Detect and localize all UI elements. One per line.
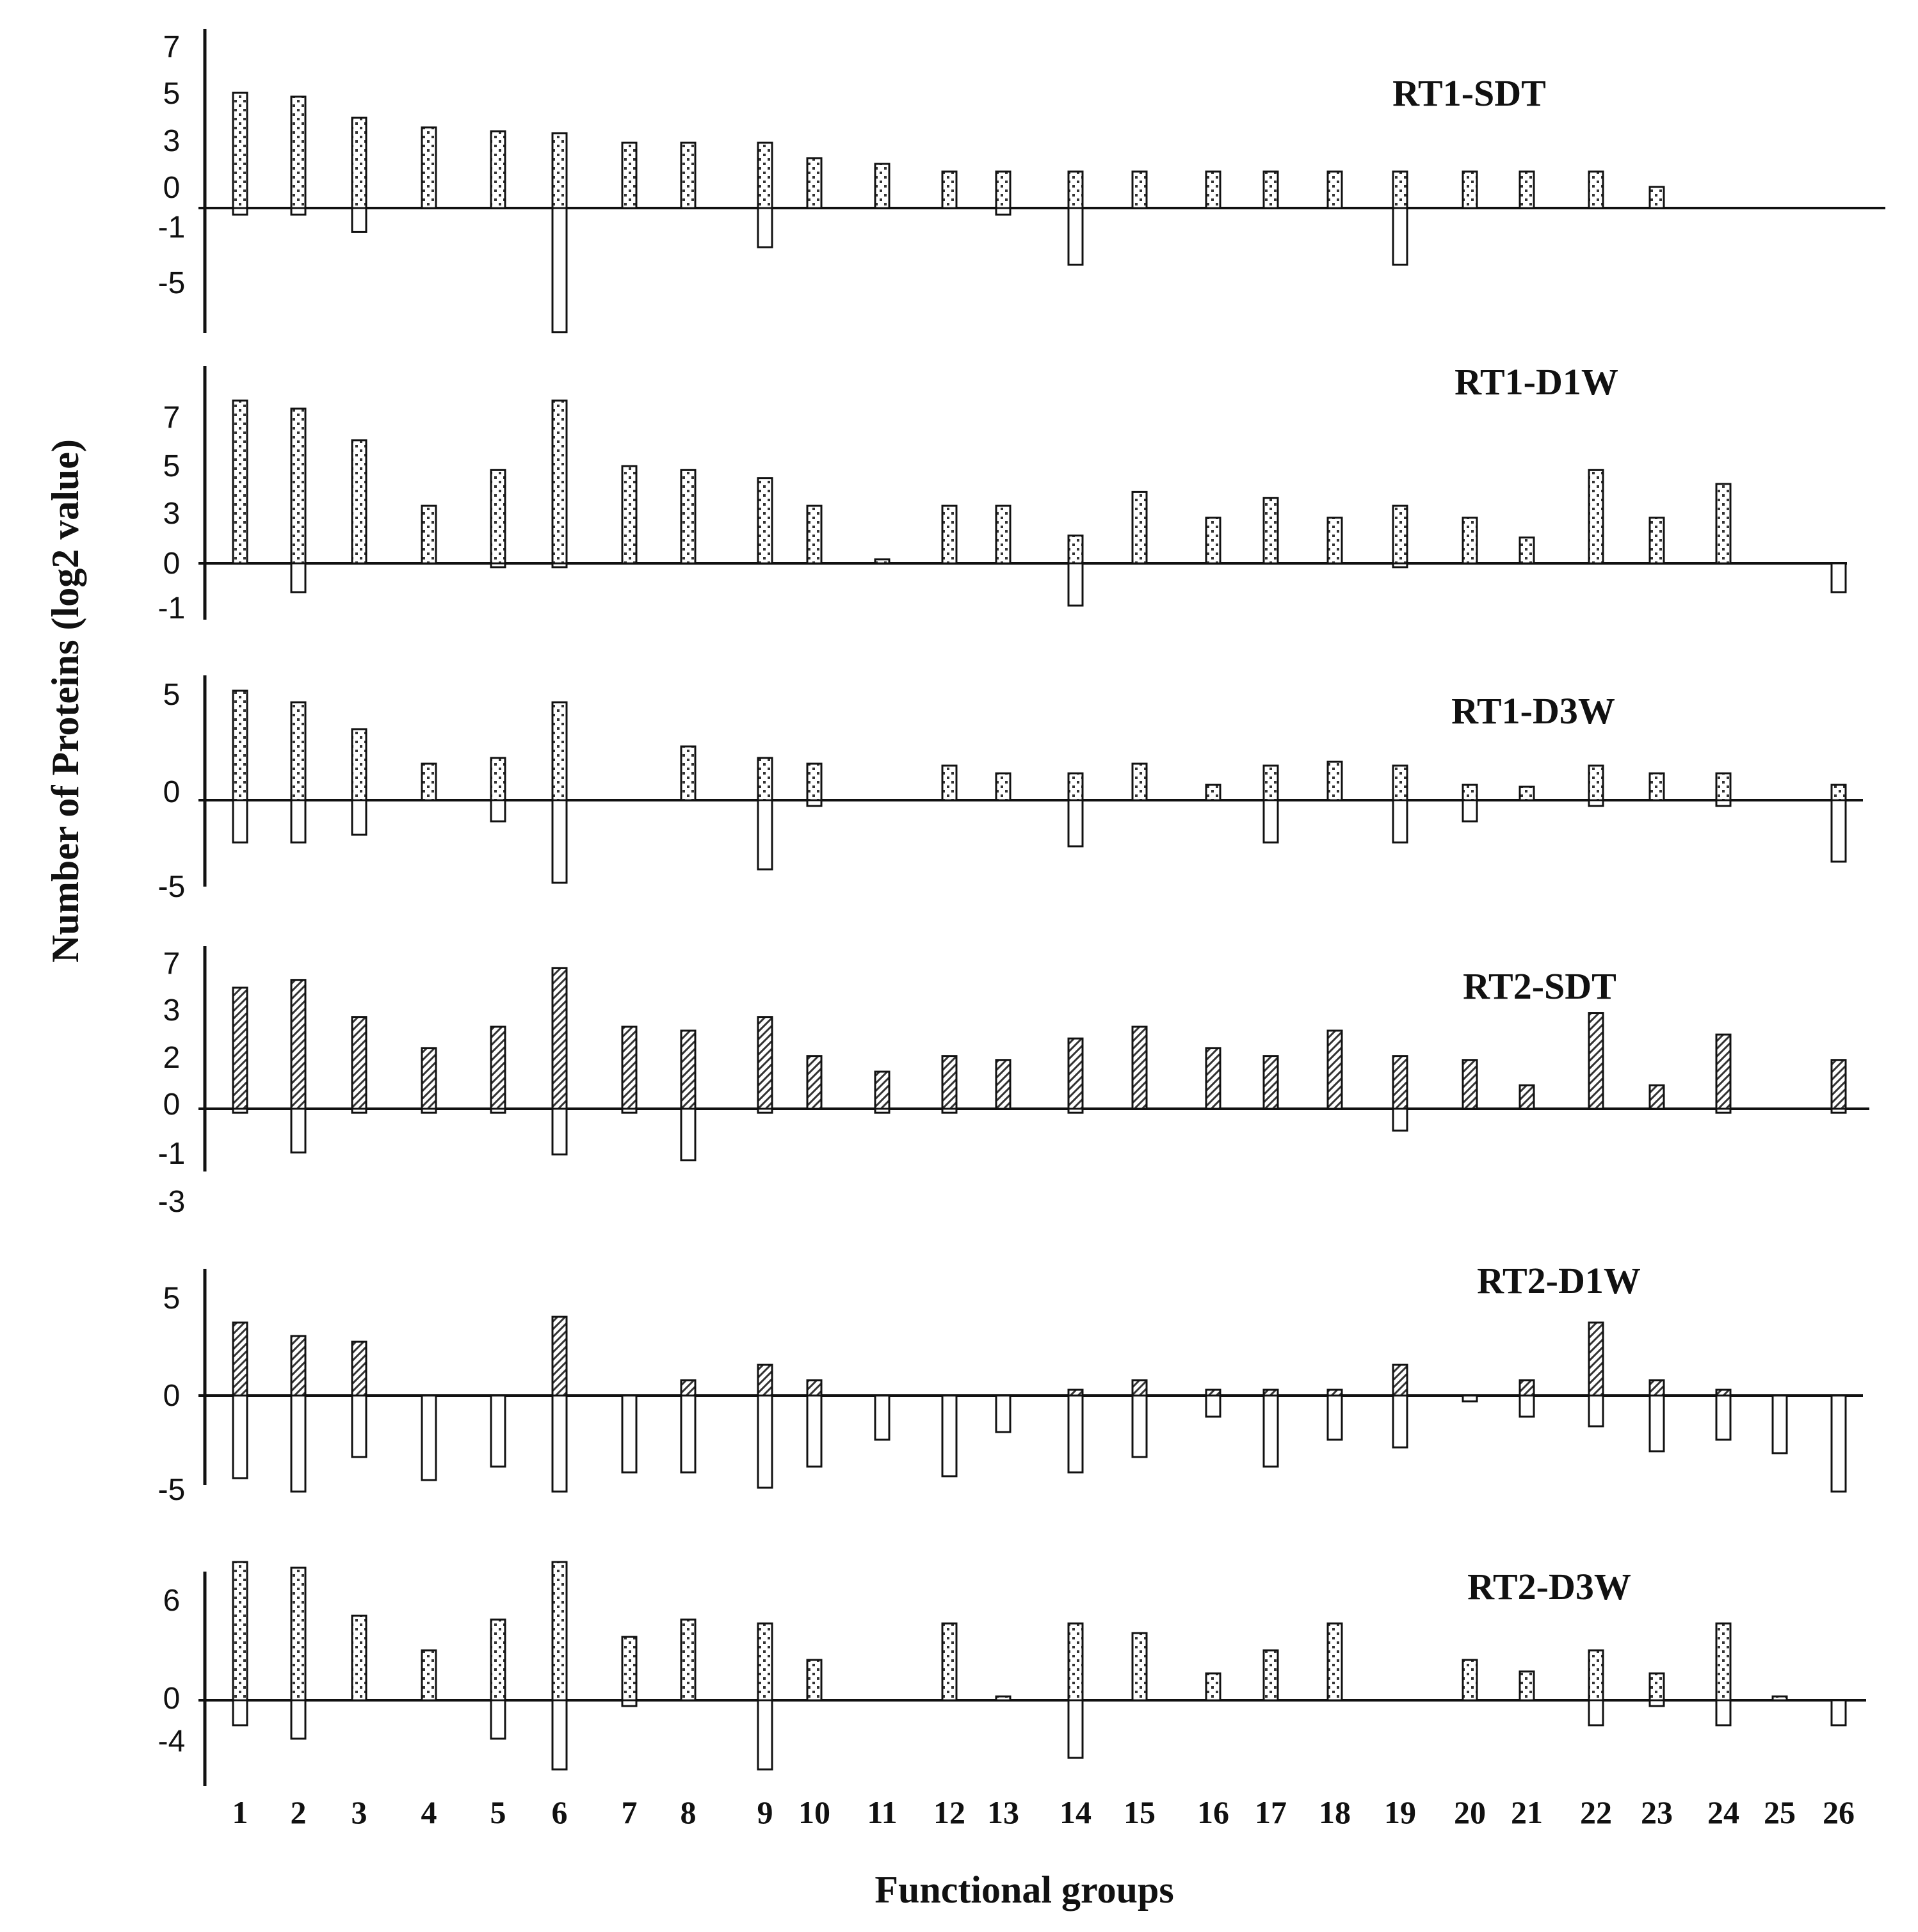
bar-up-rt1-sdt-group-3 — [352, 118, 366, 208]
bar-up-rt2-sdt-group-15 — [1132, 1027, 1147, 1109]
bar-down-rt1-d3w-group-5 — [491, 800, 505, 821]
bar-up-rt1-sdt-group-1 — [233, 93, 247, 208]
bar-up-rt2-d3w-group-3 — [352, 1616, 366, 1700]
panel-rt1-sdt — [158, 29, 1885, 333]
bar-up-rt1-sdt-group-18 — [1328, 172, 1342, 208]
x-tick-label: 6 — [551, 1794, 568, 1830]
bar-down-rt2-d1w-group-3 — [352, 1396, 366, 1457]
y-tick-label: -5 — [157, 870, 186, 904]
bar-up-rt2-sdt-group-8 — [681, 1031, 695, 1109]
bar-down-rt1-d3w-group-20 — [1463, 800, 1477, 821]
bar-down-rt2-d1w-group-11 — [875, 1396, 889, 1440]
bar-down-rt2-d1w-group-24 — [1716, 1396, 1730, 1440]
bar-up-rt1-d1w-group-14 — [1068, 536, 1083, 563]
bar-up-rt1-d3w-group-8 — [681, 746, 695, 800]
x-tick-label: 19 — [1384, 1794, 1416, 1830]
bar-down-rt2-d1w-group-17 — [1264, 1396, 1278, 1467]
bar-down-rt2-d1w-group-16 — [1206, 1396, 1220, 1417]
bar-up-rt2-d3w-group-16 — [1206, 1673, 1220, 1700]
bar-up-rt1-d1w-group-8 — [681, 470, 695, 563]
y-tick-label: 7 — [163, 401, 181, 435]
bar-up-rt2-d3w-group-7 — [622, 1637, 636, 1700]
bar-down-rt2-sdt-group-12 — [942, 1109, 956, 1113]
bar-up-rt2-d1w-group-23 — [1650, 1380, 1664, 1396]
x-tick-label: 25 — [1764, 1794, 1796, 1830]
bar-down-rt1-sdt-group-14 — [1068, 208, 1083, 264]
panel-rt2-d1w — [158, 1260, 1863, 1507]
panel-rt2-d3w — [158, 1562, 1866, 1786]
y-tick-label: 0 — [163, 775, 181, 809]
bar-down-rt2-d1w-group-6 — [552, 1396, 567, 1492]
bar-up-rt1-sdt-group-23 — [1650, 187, 1664, 208]
bar-down-rt2-sdt-group-8 — [681, 1109, 695, 1161]
bar-up-rt2-d3w-group-15 — [1132, 1633, 1147, 1700]
bar-up-rt1-sdt-group-20 — [1463, 172, 1477, 208]
bar-down-rt2-d1w-group-26 — [1832, 1396, 1846, 1492]
x-tick-label: 18 — [1319, 1794, 1351, 1830]
bar-down-rt2-d1w-group-5 — [491, 1396, 505, 1467]
bar-up-rt1-d1w-group-18 — [1328, 518, 1342, 563]
bar-up-rt1-d1w-group-3 — [352, 440, 366, 563]
bar-up-rt2-d1w-group-8 — [681, 1380, 695, 1396]
bar-up-rt2-d1w-group-2 — [291, 1336, 305, 1396]
x-tick-label: 14 — [1060, 1794, 1092, 1830]
bar-down-rt2-d3w-group-5 — [491, 1700, 505, 1739]
bar-up-rt1-d1w-group-21 — [1520, 538, 1534, 563]
bar-down-rt1-sdt-group-6 — [552, 208, 567, 332]
bar-up-rt1-sdt-group-9 — [758, 143, 772, 208]
bar-up-rt2-sdt-group-17 — [1264, 1056, 1278, 1109]
bar-down-rt2-d1w-group-19 — [1393, 1396, 1407, 1447]
y-tick-label: 5 — [163, 678, 181, 712]
bar-up-rt2-sdt-group-24 — [1716, 1034, 1730, 1109]
y-tick-label: -5 — [157, 1473, 186, 1507]
bar-down-rt1-d1w-group-26 — [1832, 563, 1846, 592]
x-axis-title: Functional groups — [874, 1869, 1174, 1911]
bar-down-rt1-d3w-group-17 — [1264, 800, 1278, 842]
y-tick-label: 3 — [163, 994, 181, 1027]
bar-down-rt2-d1w-group-1 — [233, 1396, 247, 1478]
bar-up-rt1-sdt-group-6 — [552, 133, 567, 208]
bar-up-rt2-sdt-group-13 — [996, 1060, 1010, 1109]
bar-down-rt1-sdt-group-9 — [758, 208, 772, 247]
bar-up-rt1-sdt-group-2 — [291, 97, 305, 208]
y-tick-label: 0 — [163, 1682, 181, 1716]
panels-group — [158, 29, 1885, 1786]
bar-down-rt2-sdt-group-4 — [422, 1109, 436, 1113]
bar-up-rt2-sdt-group-23 — [1650, 1085, 1664, 1109]
bar-up-rt1-d3w-group-10 — [807, 764, 821, 800]
bar-up-rt1-d1w-group-9 — [758, 478, 772, 563]
x-tick-label: 24 — [1707, 1794, 1739, 1830]
bar-up-rt1-sdt-group-7 — [622, 143, 636, 208]
bar-up-rt2-sdt-group-16 — [1206, 1048, 1220, 1109]
bar-down-rt2-sdt-group-1 — [233, 1109, 247, 1113]
y-tick-label: -1 — [157, 1137, 186, 1171]
x-tick-label: 23 — [1641, 1794, 1673, 1830]
x-tick-label: 8 — [680, 1794, 697, 1830]
bar-down-rt2-d1w-group-21 — [1520, 1396, 1534, 1417]
bar-down-rt1-d3w-group-10 — [807, 800, 821, 806]
bar-up-rt1-d1w-group-20 — [1463, 518, 1477, 563]
bar-down-rt2-d3w-group-24 — [1716, 1700, 1730, 1725]
bar-up-rt1-d1w-group-24 — [1716, 484, 1730, 563]
x-tick-label: 17 — [1255, 1794, 1287, 1830]
y-tick-label: 5 — [163, 449, 181, 483]
panel-title: RT1-D1W — [1455, 361, 1618, 403]
bar-up-rt2-d3w-group-14 — [1068, 1623, 1083, 1700]
x-tick-label: 26 — [1823, 1794, 1855, 1830]
bar-up-rt1-d1w-group-12 — [942, 506, 956, 563]
bar-down-rt1-d3w-group-19 — [1393, 800, 1407, 842]
bar-up-rt2-sdt-group-9 — [758, 1017, 772, 1109]
bar-up-rt1-d3w-group-1 — [233, 691, 247, 800]
bar-down-rt2-sdt-group-2 — [291, 1109, 305, 1152]
x-tick-labels — [232, 1794, 1855, 1830]
bar-up-rt2-d3w-group-5 — [491, 1620, 505, 1700]
panel-title: RT2-SDT — [1463, 965, 1616, 1007]
bar-down-rt2-d1w-group-14 — [1068, 1396, 1083, 1472]
panel-rt1-d1w — [158, 361, 1847, 625]
bar-down-rt2-d3w-group-2 — [291, 1700, 305, 1739]
bar-down-rt2-sdt-group-11 — [875, 1109, 889, 1113]
y-tick-label: 0 — [163, 1379, 181, 1413]
bar-up-rt2-d3w-group-13 — [996, 1696, 1010, 1700]
bar-down-rt1-d1w-group-19 — [1393, 563, 1407, 567]
bar-down-rt1-d3w-group-14 — [1068, 800, 1083, 846]
bar-down-rt1-sdt-group-3 — [352, 208, 366, 232]
bar-down-rt2-d1w-group-4 — [422, 1396, 436, 1480]
bar-up-rt1-d3w-group-16 — [1206, 785, 1220, 800]
bar-up-rt2-d1w-group-15 — [1132, 1380, 1147, 1396]
bar-up-rt2-sdt-group-22 — [1589, 1013, 1603, 1109]
bar-up-rt2-d1w-group-1 — [233, 1323, 247, 1396]
panel-title: RT1-D3W — [1451, 690, 1615, 732]
bar-up-rt1-d3w-group-14 — [1068, 773, 1083, 800]
y-tick-label: 7 — [163, 947, 181, 981]
y-tick-label: 3 — [163, 124, 181, 158]
bar-up-rt1-d1w-group-16 — [1206, 518, 1220, 563]
bar-up-rt2-d1w-group-9 — [758, 1365, 772, 1396]
bar-down-rt2-d1w-group-8 — [681, 1396, 695, 1472]
bar-down-rt1-d3w-group-24 — [1716, 800, 1730, 806]
bar-up-rt1-d3w-group-9 — [758, 758, 772, 800]
bar-up-rt1-d3w-group-18 — [1328, 762, 1342, 800]
bar-up-rt1-sdt-group-11 — [875, 164, 889, 208]
bar-up-rt1-sdt-group-22 — [1589, 172, 1603, 208]
bar-up-rt2-sdt-group-14 — [1068, 1038, 1083, 1109]
bar-down-rt2-d1w-group-10 — [807, 1396, 821, 1467]
bar-up-rt1-sdt-group-16 — [1206, 172, 1220, 208]
bar-up-rt1-d3w-group-19 — [1393, 766, 1407, 800]
y-tick-label: 0 — [163, 171, 181, 205]
bar-up-rt1-sdt-group-15 — [1132, 172, 1147, 208]
bar-up-rt1-d3w-group-3 — [352, 729, 366, 800]
x-tick-label: 12 — [933, 1794, 965, 1830]
bar-down-rt1-d1w-group-5 — [491, 563, 505, 567]
bar-up-rt1-sdt-group-12 — [942, 172, 956, 208]
bar-up-rt2-d1w-group-6 — [552, 1317, 567, 1396]
bar-up-rt1-d1w-group-17 — [1264, 498, 1278, 563]
bar-up-rt1-d1w-group-1 — [233, 401, 247, 563]
panel-title: RT2-D3W — [1467, 1566, 1631, 1607]
bar-up-rt1-d1w-group-4 — [422, 506, 436, 563]
bar-up-rt2-sdt-group-12 — [942, 1056, 956, 1109]
bar-up-rt1-d1w-group-15 — [1132, 492, 1147, 563]
bar-up-rt1-d1w-group-11 — [875, 559, 889, 563]
y-tick-label: 7 — [163, 30, 181, 64]
y-tick-label: 0 — [163, 1088, 181, 1122]
bar-down-rt2-sdt-group-14 — [1068, 1109, 1083, 1113]
bar-down-rt2-d3w-group-22 — [1589, 1700, 1603, 1725]
bar-down-rt2-sdt-group-7 — [622, 1109, 636, 1113]
y-tick-label: -5 — [157, 266, 186, 300]
bar-up-rt1-d3w-group-20 — [1463, 785, 1477, 800]
x-tick-label: 15 — [1124, 1794, 1156, 1830]
bar-up-rt1-d3w-group-12 — [942, 766, 956, 800]
bar-down-rt2-d1w-group-7 — [622, 1396, 636, 1472]
panel-title: RT2-D1W — [1477, 1260, 1641, 1301]
bar-up-rt1-sdt-group-10 — [807, 158, 821, 208]
bar-up-rt2-d3w-group-1 — [233, 1562, 247, 1700]
bar-down-rt1-d3w-group-6 — [552, 800, 567, 883]
y-tick-label: 6 — [163, 1584, 181, 1618]
y-tick-label: 2 — [163, 1041, 181, 1075]
bar-up-rt2-d1w-group-3 — [352, 1342, 366, 1396]
bar-down-rt2-sdt-group-9 — [758, 1109, 772, 1113]
bar-down-rt2-sdt-group-24 — [1716, 1109, 1730, 1113]
y-tick-label: -1 — [157, 592, 186, 625]
bar-up-rt2-d3w-group-22 — [1589, 1650, 1603, 1700]
bar-up-rt1-sdt-group-13 — [996, 172, 1010, 208]
bar-up-rt1-d3w-group-23 — [1650, 773, 1664, 800]
bar-up-rt1-d3w-group-24 — [1716, 773, 1730, 800]
bar-down-rt2-d3w-group-14 — [1068, 1700, 1083, 1758]
bar-up-rt1-d3w-group-17 — [1264, 766, 1278, 800]
bar-up-rt1-d3w-group-6 — [552, 702, 567, 800]
bar-up-rt1-d3w-group-15 — [1132, 764, 1147, 800]
bar-up-rt2-sdt-group-3 — [352, 1017, 366, 1109]
bar-up-rt2-d3w-group-25 — [1773, 1696, 1787, 1700]
bar-up-rt2-d3w-group-6 — [552, 1562, 567, 1700]
bar-down-rt2-d3w-group-6 — [552, 1700, 567, 1769]
panel-rt1-d3w — [158, 675, 1863, 904]
x-tick-label: 2 — [290, 1794, 307, 1830]
y-tick-label: 0 — [163, 547, 181, 581]
x-tick-label: 11 — [867, 1794, 898, 1830]
bar-down-rt2-sdt-group-26 — [1832, 1109, 1846, 1113]
bar-down-rt2-sdt-group-3 — [352, 1109, 366, 1113]
bar-up-rt1-d3w-group-2 — [291, 702, 305, 800]
bar-up-rt2-d3w-group-24 — [1716, 1623, 1730, 1700]
bar-down-rt1-d3w-group-3 — [352, 800, 366, 835]
bar-up-rt1-sdt-group-5 — [491, 131, 505, 208]
bar-down-rt2-d1w-group-23 — [1650, 1396, 1664, 1451]
y-tick-label: -1 — [157, 211, 186, 245]
bar-up-rt2-sdt-group-7 — [622, 1027, 636, 1109]
bar-up-rt1-d1w-group-23 — [1650, 518, 1664, 563]
bar-up-rt2-sdt-group-11 — [875, 1072, 889, 1109]
bar-up-rt2-d3w-group-12 — [942, 1623, 956, 1700]
bar-down-rt2-d1w-group-22 — [1589, 1396, 1603, 1426]
x-tick-label: 20 — [1454, 1794, 1486, 1830]
x-tick-label: 4 — [421, 1794, 437, 1830]
bar-up-rt2-sdt-group-2 — [291, 980, 305, 1109]
x-tick-label: 3 — [351, 1794, 367, 1830]
bar-up-rt2-d3w-group-8 — [681, 1620, 695, 1700]
bar-up-rt1-d1w-group-5 — [491, 470, 505, 563]
bar-down-rt2-sdt-group-6 — [552, 1109, 567, 1154]
bar-down-rt1-sdt-group-1 — [233, 208, 247, 214]
bar-down-rt1-sdt-group-19 — [1393, 208, 1407, 264]
x-tick-label: 16 — [1197, 1794, 1229, 1830]
bar-up-rt2-d3w-group-17 — [1264, 1650, 1278, 1700]
bar-up-rt1-sdt-group-19 — [1393, 172, 1407, 208]
x-tick-label: 10 — [798, 1794, 830, 1830]
bar-down-rt2-d1w-group-2 — [291, 1396, 305, 1492]
x-tick-label: 7 — [621, 1794, 638, 1830]
bar-down-rt2-d1w-group-13 — [996, 1396, 1010, 1432]
y-tick-label: -3 — [157, 1185, 186, 1219]
bar-down-rt2-d1w-group-20 — [1463, 1396, 1477, 1401]
bar-down-rt2-d1w-group-9 — [758, 1396, 772, 1488]
y-tick-label: -4 — [157, 1725, 186, 1759]
bar-up-rt1-d1w-group-13 — [996, 506, 1010, 563]
bar-up-rt2-d3w-group-4 — [422, 1650, 436, 1700]
bar-up-rt2-sdt-group-10 — [807, 1056, 821, 1109]
bar-up-rt2-d3w-group-18 — [1328, 1623, 1342, 1700]
y-tick-label: 3 — [163, 497, 181, 531]
bar-up-rt1-sdt-group-8 — [681, 143, 695, 208]
bar-up-rt2-d3w-group-21 — [1520, 1671, 1534, 1700]
bar-up-rt2-sdt-group-26 — [1832, 1060, 1846, 1109]
bar-up-rt1-sdt-group-4 — [422, 127, 436, 208]
x-tick-label: 13 — [987, 1794, 1019, 1830]
bar-down-rt1-d3w-group-9 — [758, 800, 772, 869]
bar-up-rt2-d1w-group-22 — [1589, 1323, 1603, 1396]
bar-up-rt2-sdt-group-5 — [491, 1027, 505, 1109]
bar-up-rt1-d3w-group-4 — [422, 764, 436, 800]
bar-up-rt2-d1w-group-10 — [807, 1380, 821, 1396]
bar-down-rt1-d3w-group-22 — [1589, 800, 1603, 806]
bar-up-rt2-sdt-group-19 — [1393, 1056, 1407, 1109]
panel-title: RT1-SDT — [1392, 72, 1546, 114]
bar-down-rt2-d3w-group-7 — [622, 1700, 636, 1706]
bar-down-rt2-d3w-group-9 — [758, 1700, 772, 1769]
bar-up-rt1-d3w-group-26 — [1832, 785, 1846, 800]
bar-up-rt1-d1w-group-7 — [622, 466, 636, 563]
bar-down-rt1-d1w-group-14 — [1068, 563, 1083, 606]
x-tick-label: 21 — [1511, 1794, 1543, 1830]
bar-up-rt2-d3w-group-9 — [758, 1623, 772, 1700]
y-tick-label: 5 — [163, 1282, 181, 1316]
bar-up-rt2-d1w-group-21 — [1520, 1380, 1534, 1396]
bar-down-rt2-d1w-group-12 — [942, 1396, 956, 1476]
bar-up-rt2-d3w-group-23 — [1650, 1673, 1664, 1700]
panel-rt2-sdt — [158, 946, 1869, 1219]
bar-up-rt2-d3w-group-2 — [291, 1568, 305, 1700]
bar-up-rt2-sdt-group-21 — [1520, 1085, 1534, 1109]
bar-up-rt1-d1w-group-19 — [1393, 506, 1407, 563]
bar-down-rt1-d1w-group-6 — [552, 563, 567, 567]
bar-down-rt2-sdt-group-5 — [491, 1109, 505, 1113]
bar-up-rt1-sdt-group-21 — [1520, 172, 1534, 208]
bar-down-rt1-sdt-group-13 — [996, 208, 1010, 214]
bar-up-rt1-d1w-group-22 — [1589, 470, 1603, 563]
bar-down-rt2-d1w-group-15 — [1132, 1396, 1147, 1457]
bar-down-rt2-d3w-group-1 — [233, 1700, 247, 1725]
bar-up-rt1-d3w-group-5 — [491, 758, 505, 800]
bar-up-rt1-sdt-group-17 — [1264, 172, 1278, 208]
bar-up-rt1-d1w-group-2 — [291, 408, 305, 563]
bar-up-rt2-sdt-group-20 — [1463, 1060, 1477, 1109]
bar-up-rt1-d3w-group-22 — [1589, 766, 1603, 800]
bar-down-rt1-d3w-group-26 — [1832, 800, 1846, 862]
bar-up-rt2-d3w-group-10 — [807, 1660, 821, 1700]
y-tick-label: 5 — [163, 77, 181, 111]
x-tick-label: 5 — [490, 1794, 506, 1830]
bar-up-rt2-d1w-group-19 — [1393, 1365, 1407, 1396]
bar-up-rt2-sdt-group-1 — [233, 988, 247, 1109]
bar-down-rt2-d1w-group-18 — [1328, 1396, 1342, 1440]
bar-down-rt1-d1w-group-2 — [291, 563, 305, 592]
bar-up-rt1-d1w-group-6 — [552, 401, 567, 563]
bar-up-rt1-sdt-group-14 — [1068, 172, 1083, 208]
bar-up-rt2-d3w-group-20 — [1463, 1660, 1477, 1700]
x-tick-label: 9 — [757, 1794, 773, 1830]
bar-down-rt2-sdt-group-19 — [1393, 1109, 1407, 1131]
bar-down-rt1-d3w-group-2 — [291, 800, 305, 842]
bar-down-rt1-sdt-group-2 — [291, 208, 305, 214]
bar-down-rt2-d3w-group-23 — [1650, 1700, 1664, 1706]
bar-down-rt1-d3w-group-1 — [233, 800, 247, 842]
bar-up-rt2-sdt-group-4 — [422, 1048, 436, 1109]
bar-up-rt1-d1w-group-10 — [807, 506, 821, 563]
bar-up-rt1-d3w-group-13 — [996, 773, 1010, 800]
y-axis-title: Number of Proteins (log2 value) — [44, 439, 86, 963]
bar-down-rt2-d3w-group-26 — [1832, 1700, 1846, 1725]
bar-up-rt2-sdt-group-6 — [552, 968, 567, 1109]
bar-up-rt1-d3w-group-21 — [1520, 787, 1534, 800]
bar-up-rt2-sdt-group-18 — [1328, 1031, 1342, 1109]
bar-down-rt2-d1w-group-25 — [1773, 1396, 1787, 1453]
x-tick-label: 22 — [1580, 1794, 1612, 1830]
x-tick-label: 1 — [232, 1794, 248, 1830]
